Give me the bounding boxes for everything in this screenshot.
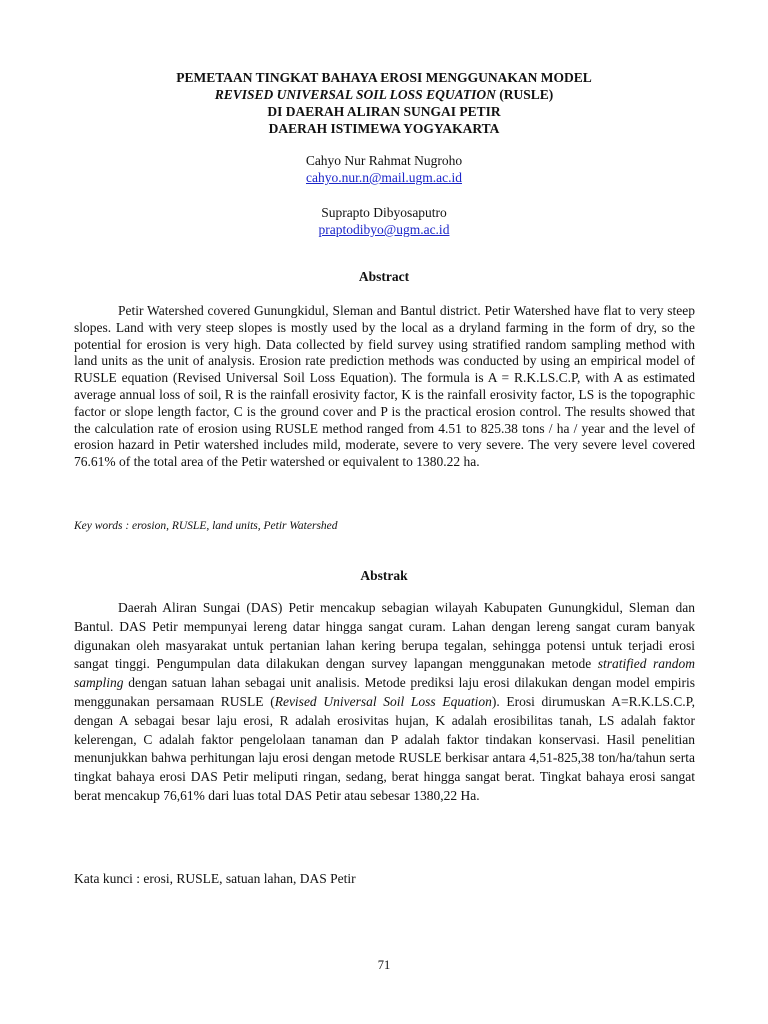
- abstrak-text-1: Daerah Aliran Sungai (DAS) Petir mencakup sebagian wilayah Kabupaten Gunungkidul, Sleman dan Bantul. DAS Petir mempunyai lereng datar hingga sangat curam. Lahan dengan lereng sangat curam banyak digunakan oleh masyarakat untuk pertanian lahan kering berupa tegalan, sehingga potensi untuk terjadi erosi sangat tinggi. Pengumpulan data dilakukan dengan survey lapangan menggunakan metode: [74, 600, 695, 672]
- kata-kunci: Kata kunci : erosi, RUSLE, satuan lahan, DAS Petir: [74, 871, 356, 886]
- abstrak-italic-rusle: Revised Universal Soil Loss Equation: [274, 693, 492, 709]
- author-email-link[interactable]: cahyo.nur.n@mail.ugm.ac.id: [305, 170, 463, 185]
- title-italic-part: REVISED UNIVERSAL SOIL LOSS EQUATION: [214, 87, 496, 102]
- title-rusle-suffix: (RUSLE): [495, 87, 554, 102]
- abstrak-italic-method: stratified random sampling: [74, 656, 695, 691]
- author-name: Suprapto Dibyosaputro: [321, 205, 447, 220]
- author-1: [0, 152, 768, 186]
- page-number: 71: [377, 958, 391, 972]
- author-email-link[interactable]: praptodibyo@ugm.ac.id: [318, 222, 450, 237]
- title-line-2: [0, 86, 768, 103]
- abstract-text: Petir Watershed covered Gunungkidul, Sleman and Bantul district. Petir Watershed have flat to very steep slopes. Land with very steep slopes is mostly used by the local as a dryland farming in the form of dry, so the potential for erosion is very high. Data collected by field survey using stratified random sampling method with land units as the unit of analysis. Erosion rate prediction methods was conducted by using an empirical model of RUSLE equation (Revised Universal Soil Loss Equation). The formula is A = R.K.LS.C.P, with A as estimated average annual loss of soil, R is the rainfall erosivity factor, K is the rainfall erosivity factor, LS is the topographic factor or slope length factor, C is the ground cover and P is the practical erosion control. The results showed that the calculation rate of erosion using RUSLE method ranged from 4.51 to 825.38 tons / ha / year and the level of erosion hazard in Petir watershed includes mild, moderate, severe to very severe. The very severe level covered 76.61% of the total area of the Petir watershed or equivalent to 1380.22 ha.: [74, 303, 695, 470]
- keywords: Key words : erosion, RUSLE, land units, Petir Watershed: [74, 520, 338, 532]
- abstract-heading: Abstract: [358, 269, 410, 284]
- title-line-1: PEMETAAN TINGKAT BAHAYA EROSI MENGGUNAKAN MODEL: [176, 70, 592, 85]
- abstrak-text-3: ). Erosi dirumuskan A=R.K.LS.C.P, dengan A sebagai besar laju erosi, R adalah erosivitas hujan, K adalah erosibilitas tanah, LS adalah faktor kelerengan, C adalah faktor pengelolaan tanaman dan P adalah faktor tindakan konservasi. Hasil penelitian menunjukkan bahwa perhitungan laju erosi dengan metode RUSLE berkisar antara 4,51-825,38 ton/ha/tahun serta tingkat bahaya erosi DAS Petir meliputi ringan, sedang, berat hingga sangat berat. Tingkat bahaya erosi sangat berat mencakup 76,61% dari luas total DAS Petir atau sebesar 1380,22 Ha.: [74, 693, 695, 803]
- title-line-3: DI DAERAH ALIRAN SUNGAI PETIR: [267, 104, 501, 119]
- author-2: [0, 204, 768, 238]
- abstrak-heading: Abstrak: [360, 568, 408, 583]
- title-line-4: DAERAH ISTIMEWA YOGYAKARTA: [268, 121, 500, 136]
- paper-title: [0, 69, 768, 137]
- abstrak-body: [74, 599, 695, 806]
- abstract-body: [74, 303, 695, 471]
- author-name: Cahyo Nur Rahmat Nugroho: [305, 153, 463, 168]
- abstrak-text-2: dengan satuan lahan sebagai unit analisis. Metode prediksi laju erosi dilakukan dengan model empiris menggunakan persamaan RUSLE (: [74, 675, 695, 709]
